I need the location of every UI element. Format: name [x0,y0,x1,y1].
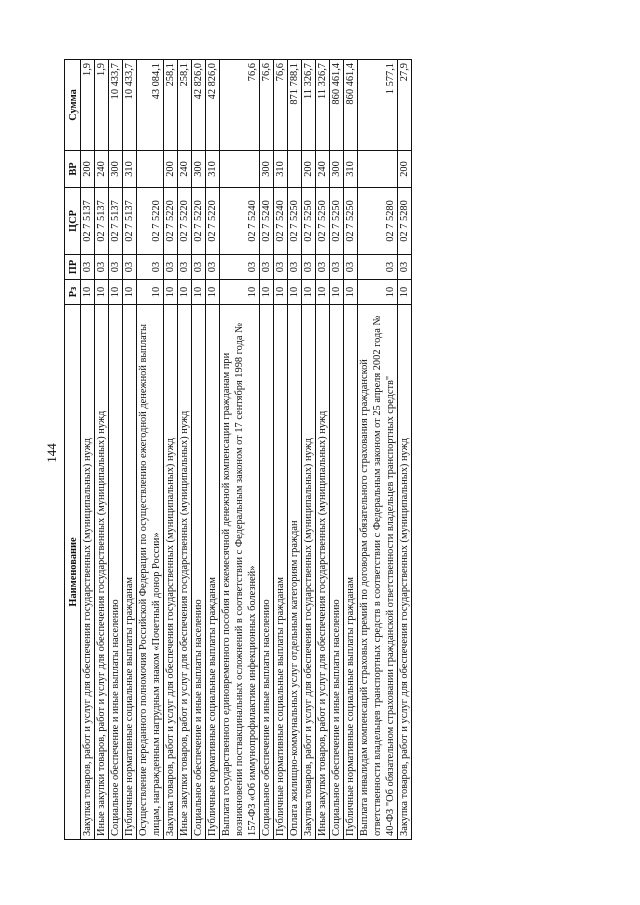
cell-rz: 10 [192,280,206,305]
cell-name: Закупка товаров, работ и услуг для обеспечения государственных (муниципальных) нужд [398,305,412,840]
table-row [206,60,220,840]
cell-csr: 02 7 5250 [288,188,302,255]
cell-name: Иные закупки товаров, работ и услуг для обеспечения государственных (муниципальных) нужд [316,305,330,840]
cell-vr: 310 [344,151,358,188]
cell-pr: 03 [206,255,220,280]
cell-csr: 02 7 5240 [274,188,288,255]
cell-rz: 10 [330,280,344,305]
table-row [330,60,344,840]
cell-pr: 03 [95,255,109,280]
cell-name: Иные закупки товаров, работ и услуг для обеспечения государственных (муниципальных) нужд [178,305,192,840]
cell-rz: 10 [178,280,192,305]
cell-name: Социальное обеспечение и иные выплаты населению [260,305,274,840]
cell-csr: 02 7 5220 [137,188,164,255]
header-name: Наименование [65,305,81,840]
cell-rz: 10 [302,280,316,305]
table-row [316,60,330,840]
cell-sum: 258,1 [178,60,192,151]
cell-vr: 200 [302,151,316,188]
cell-name: Социальное обеспечение и иные выплаты населению [109,305,123,840]
cell-sum: 76,6 [220,60,260,151]
table-row [260,60,274,840]
table-row [192,60,206,840]
cell-vr: 310 [274,151,288,188]
cell-csr: 02 7 5280 [398,188,412,255]
header-sum: Сумма [65,60,81,151]
cell-name: Публичные нормативные социальные выплаты гражданам [344,305,358,840]
header-csr: ЦСР [65,188,81,255]
cell-rz: 10 [206,280,220,305]
cell-csr: 02 7 5240 [220,188,260,255]
table-row [81,60,95,840]
cell-pr: 03 [81,255,95,280]
cell-pr: 03 [358,255,398,280]
cell-vr: 240 [95,151,109,188]
cell-pr: 03 [302,255,316,280]
cell-name: Публичные нормативные социальные выплаты гражданам [206,305,220,840]
cell-name: Выплата инвалидам компенсаций страховых премий по договорам обязательного страхования гражданской ответственности владельцев транспортных средств в соответствии с Федеральным законом от 25 апреля 2002 года № 40-ФЗ "Об обязательном страховании гражданской ответственности владельцев транспортных средств" [358,305,398,840]
cell-rz: 10 [358,280,398,305]
cell-vr: 300 [109,151,123,188]
cell-sum: 258,1 [164,60,178,151]
cell-vr: 240 [178,151,192,188]
rotated-page-content [64,60,574,840]
cell-name: Выплата государственного единовременного пособия и ежемесячной денежной компенсации гражданам при возникновении поствакцинальных осложнений в соответствии с Федеральным законом от 17 сентября 1998 года № 157-ФЗ «Об иммунопрофилактике инфекционных болезней» [220,305,260,840]
cell-csr: 02 7 5250 [302,188,316,255]
table-row [123,60,137,840]
cell-pr: 03 [316,255,330,280]
cell-csr: 02 7 5250 [344,188,358,255]
cell-name: Публичные нормативные социальные выплаты гражданам [274,305,288,840]
cell-rz: 10 [109,280,123,305]
cell-pr: 03 [344,255,358,280]
cell-pr: 03 [192,255,206,280]
cell-csr: 02 7 5280 [358,188,398,255]
cell-sum: 10 433,7 [123,60,137,151]
cell-name: Закупка товаров, работ и услуг для обеспечения государственных (муниципальных) нужд [81,305,95,840]
cell-rz: 10 [316,280,330,305]
cell-vr [137,151,164,188]
cell-name: Закупка товаров, работ и услуг для обеспечения государственных (муниципальных) нужд [302,305,316,840]
cell-pr: 03 [220,255,260,280]
cell-rz: 10 [137,280,164,305]
cell-sum: 27,9 [398,60,412,151]
table-row [178,60,192,840]
cell-pr: 03 [330,255,344,280]
cell-pr: 03 [260,255,274,280]
cell-vr: 200 [164,151,178,188]
budget-table [64,59,412,840]
cell-sum: 42 826,0 [192,60,206,151]
cell-vr: 300 [260,151,274,188]
cell-vr: 300 [330,151,344,188]
cell-vr [288,151,302,188]
cell-name: Социальное обеспечение и иные выплаты населению [330,305,344,840]
cell-sum: 11 326,7 [302,60,316,151]
cell-vr: 200 [81,151,95,188]
table-row [109,60,123,840]
cell-csr: 02 7 5250 [316,188,330,255]
cell-sum: 10 433,7 [109,60,123,151]
table-row [302,60,316,840]
cell-pr: 03 [123,255,137,280]
cell-sum: 860 461,4 [344,60,358,151]
cell-rz: 10 [274,280,288,305]
cell-sum: 1,9 [95,60,109,151]
table-row [95,60,109,840]
cell-sum: 76,6 [274,60,288,151]
cell-rz: 10 [344,280,358,305]
cell-sum: 76,6 [260,60,274,151]
cell-sum: 1,9 [81,60,95,151]
table-header-row [65,60,81,840]
cell-rz: 10 [123,280,137,305]
cell-vr: 200 [398,151,412,188]
cell-sum: 1 577,1 [358,60,398,151]
header-vr: ВР [65,151,81,188]
cell-name: Оплата жилищно-коммунальных услуг отдельным категориям граждан [288,305,302,840]
cell-name: Публичные нормативные социальные выплаты гражданам [123,305,137,840]
cell-csr: 02 7 5220 [192,188,206,255]
cell-pr: 03 [288,255,302,280]
cell-sum: 42 826,0 [206,60,220,151]
header-rz: Рз [65,280,81,305]
cell-csr: 02 7 5137 [81,188,95,255]
cell-vr: 240 [316,151,330,188]
table-row [344,60,358,840]
cell-csr: 02 7 5220 [178,188,192,255]
cell-name: Осуществление переданного полномочия Российской Федерации по осуществлению ежегодной денежной выплаты лицам, награжденным нагрудным знаком «Почетный донор России» [137,305,164,840]
table-row [220,60,260,840]
table-row [358,60,398,840]
table-row [274,60,288,840]
cell-csr: 02 7 5220 [206,188,220,255]
cell-pr: 03 [178,255,192,280]
cell-rz: 10 [164,280,178,305]
cell-name: Социальное обеспечение и иные выплаты населению [192,305,206,840]
cell-csr: 02 7 5137 [109,188,123,255]
cell-pr: 03 [274,255,288,280]
cell-csr: 02 7 5137 [123,188,137,255]
cell-csr: 02 7 5240 [260,188,274,255]
cell-rz: 10 [398,280,412,305]
cell-rz: 10 [260,280,274,305]
table-row [398,60,412,840]
cell-pr: 03 [137,255,164,280]
cell-sum: 871 788,1 [288,60,302,151]
cell-name: Иные закупки товаров, работ и услуг для обеспечения государственных (муниципальных) нужд [95,305,109,840]
cell-pr: 03 [109,255,123,280]
cell-rz: 10 [95,280,109,305]
cell-csr: 02 7 5220 [164,188,178,255]
cell-pr: 03 [164,255,178,280]
cell-sum: 43 084,1 [137,60,164,151]
cell-rz: 10 [288,280,302,305]
cell-rz: 10 [220,280,260,305]
cell-pr: 03 [398,255,412,280]
table-body [81,60,412,840]
table-row [137,60,164,840]
cell-vr: 300 [192,151,206,188]
header-pr: ПР [65,255,81,280]
cell-name: Закупка товаров, работ и услуг для обеспечения государственных (муниципальных) нужд [164,305,178,840]
page-number: 144 [44,443,59,463]
cell-sum: 11 326,7 [316,60,330,151]
cell-csr: 02 7 5250 [330,188,344,255]
cell-vr [220,151,260,188]
cell-csr: 02 7 5137 [95,188,109,255]
cell-vr [358,151,398,188]
cell-rz: 10 [81,280,95,305]
table-row [288,60,302,840]
cell-vr: 310 [206,151,220,188]
cell-vr: 310 [123,151,137,188]
table-row [164,60,178,840]
cell-sum: 860 461,4 [330,60,344,151]
